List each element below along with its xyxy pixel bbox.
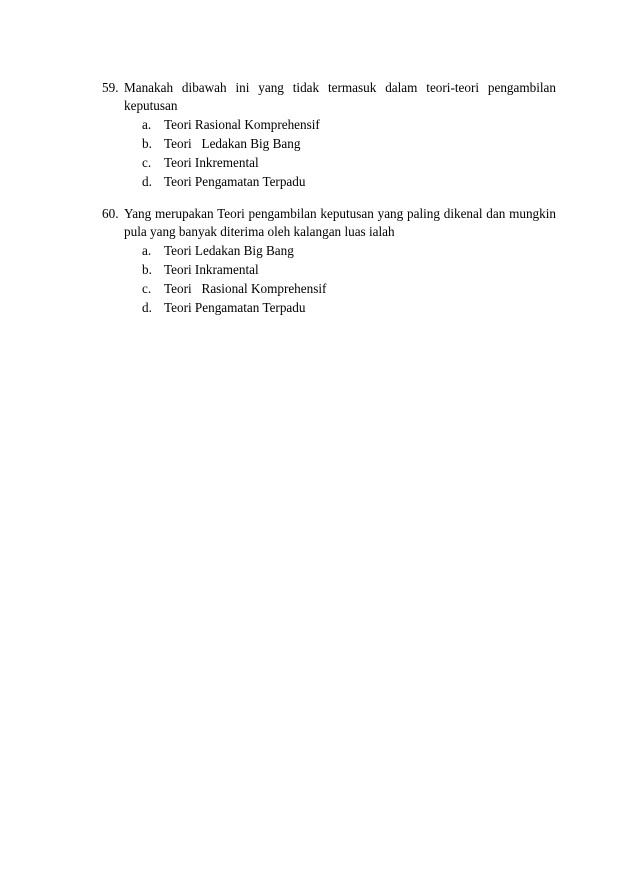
option-letter: c. — [142, 155, 152, 170]
option-letter: b. — [142, 136, 152, 151]
question-number: 60. — [102, 206, 119, 221]
option-a — [142, 115, 556, 134]
option-text: Teori Inkramental — [164, 262, 259, 277]
answer-options — [102, 115, 556, 191]
option-letter: a. — [142, 243, 152, 258]
answer-options — [102, 241, 556, 317]
option-letter: b. — [142, 262, 152, 277]
option-text: Teori Pengamatan Terpadu — [164, 174, 306, 189]
option-text: Teori Ledakan Big Bang — [164, 243, 294, 258]
option-d — [142, 298, 556, 317]
option-text: Teori Ledakan Big Bang — [164, 136, 301, 151]
option-text: Teori Rasional Komprehensif — [164, 117, 320, 132]
question-stem — [102, 79, 556, 115]
question-number: 59. — [102, 80, 119, 95]
option-d — [142, 172, 556, 191]
question-60 — [102, 205, 556, 317]
question-text: Yang merupakan Teori pengambilan keputusan yang paling dikenal dan mungkin pula yang banyak diterima oleh kalangan luas ialah — [124, 206, 556, 239]
option-b — [142, 260, 556, 279]
question-stem — [102, 205, 556, 241]
option-text: Teori Rasional Komprehensif — [164, 281, 327, 296]
option-letter: d. — [142, 300, 152, 315]
option-text: Teori Inkremental — [164, 155, 259, 170]
option-letter: c. — [142, 281, 152, 296]
question-59 — [102, 79, 556, 191]
option-b — [142, 134, 556, 153]
option-text: Teori Pengamatan Terpadu — [164, 300, 306, 315]
option-a — [142, 241, 556, 260]
option-c — [142, 153, 556, 172]
option-letter: d. — [142, 174, 152, 189]
option-c — [142, 279, 556, 298]
question-text: Manakah dibawah ini yang tidak termasuk dalam teori-teori pengambilan keputusan — [124, 80, 556, 113]
option-letter: a. — [142, 117, 152, 132]
